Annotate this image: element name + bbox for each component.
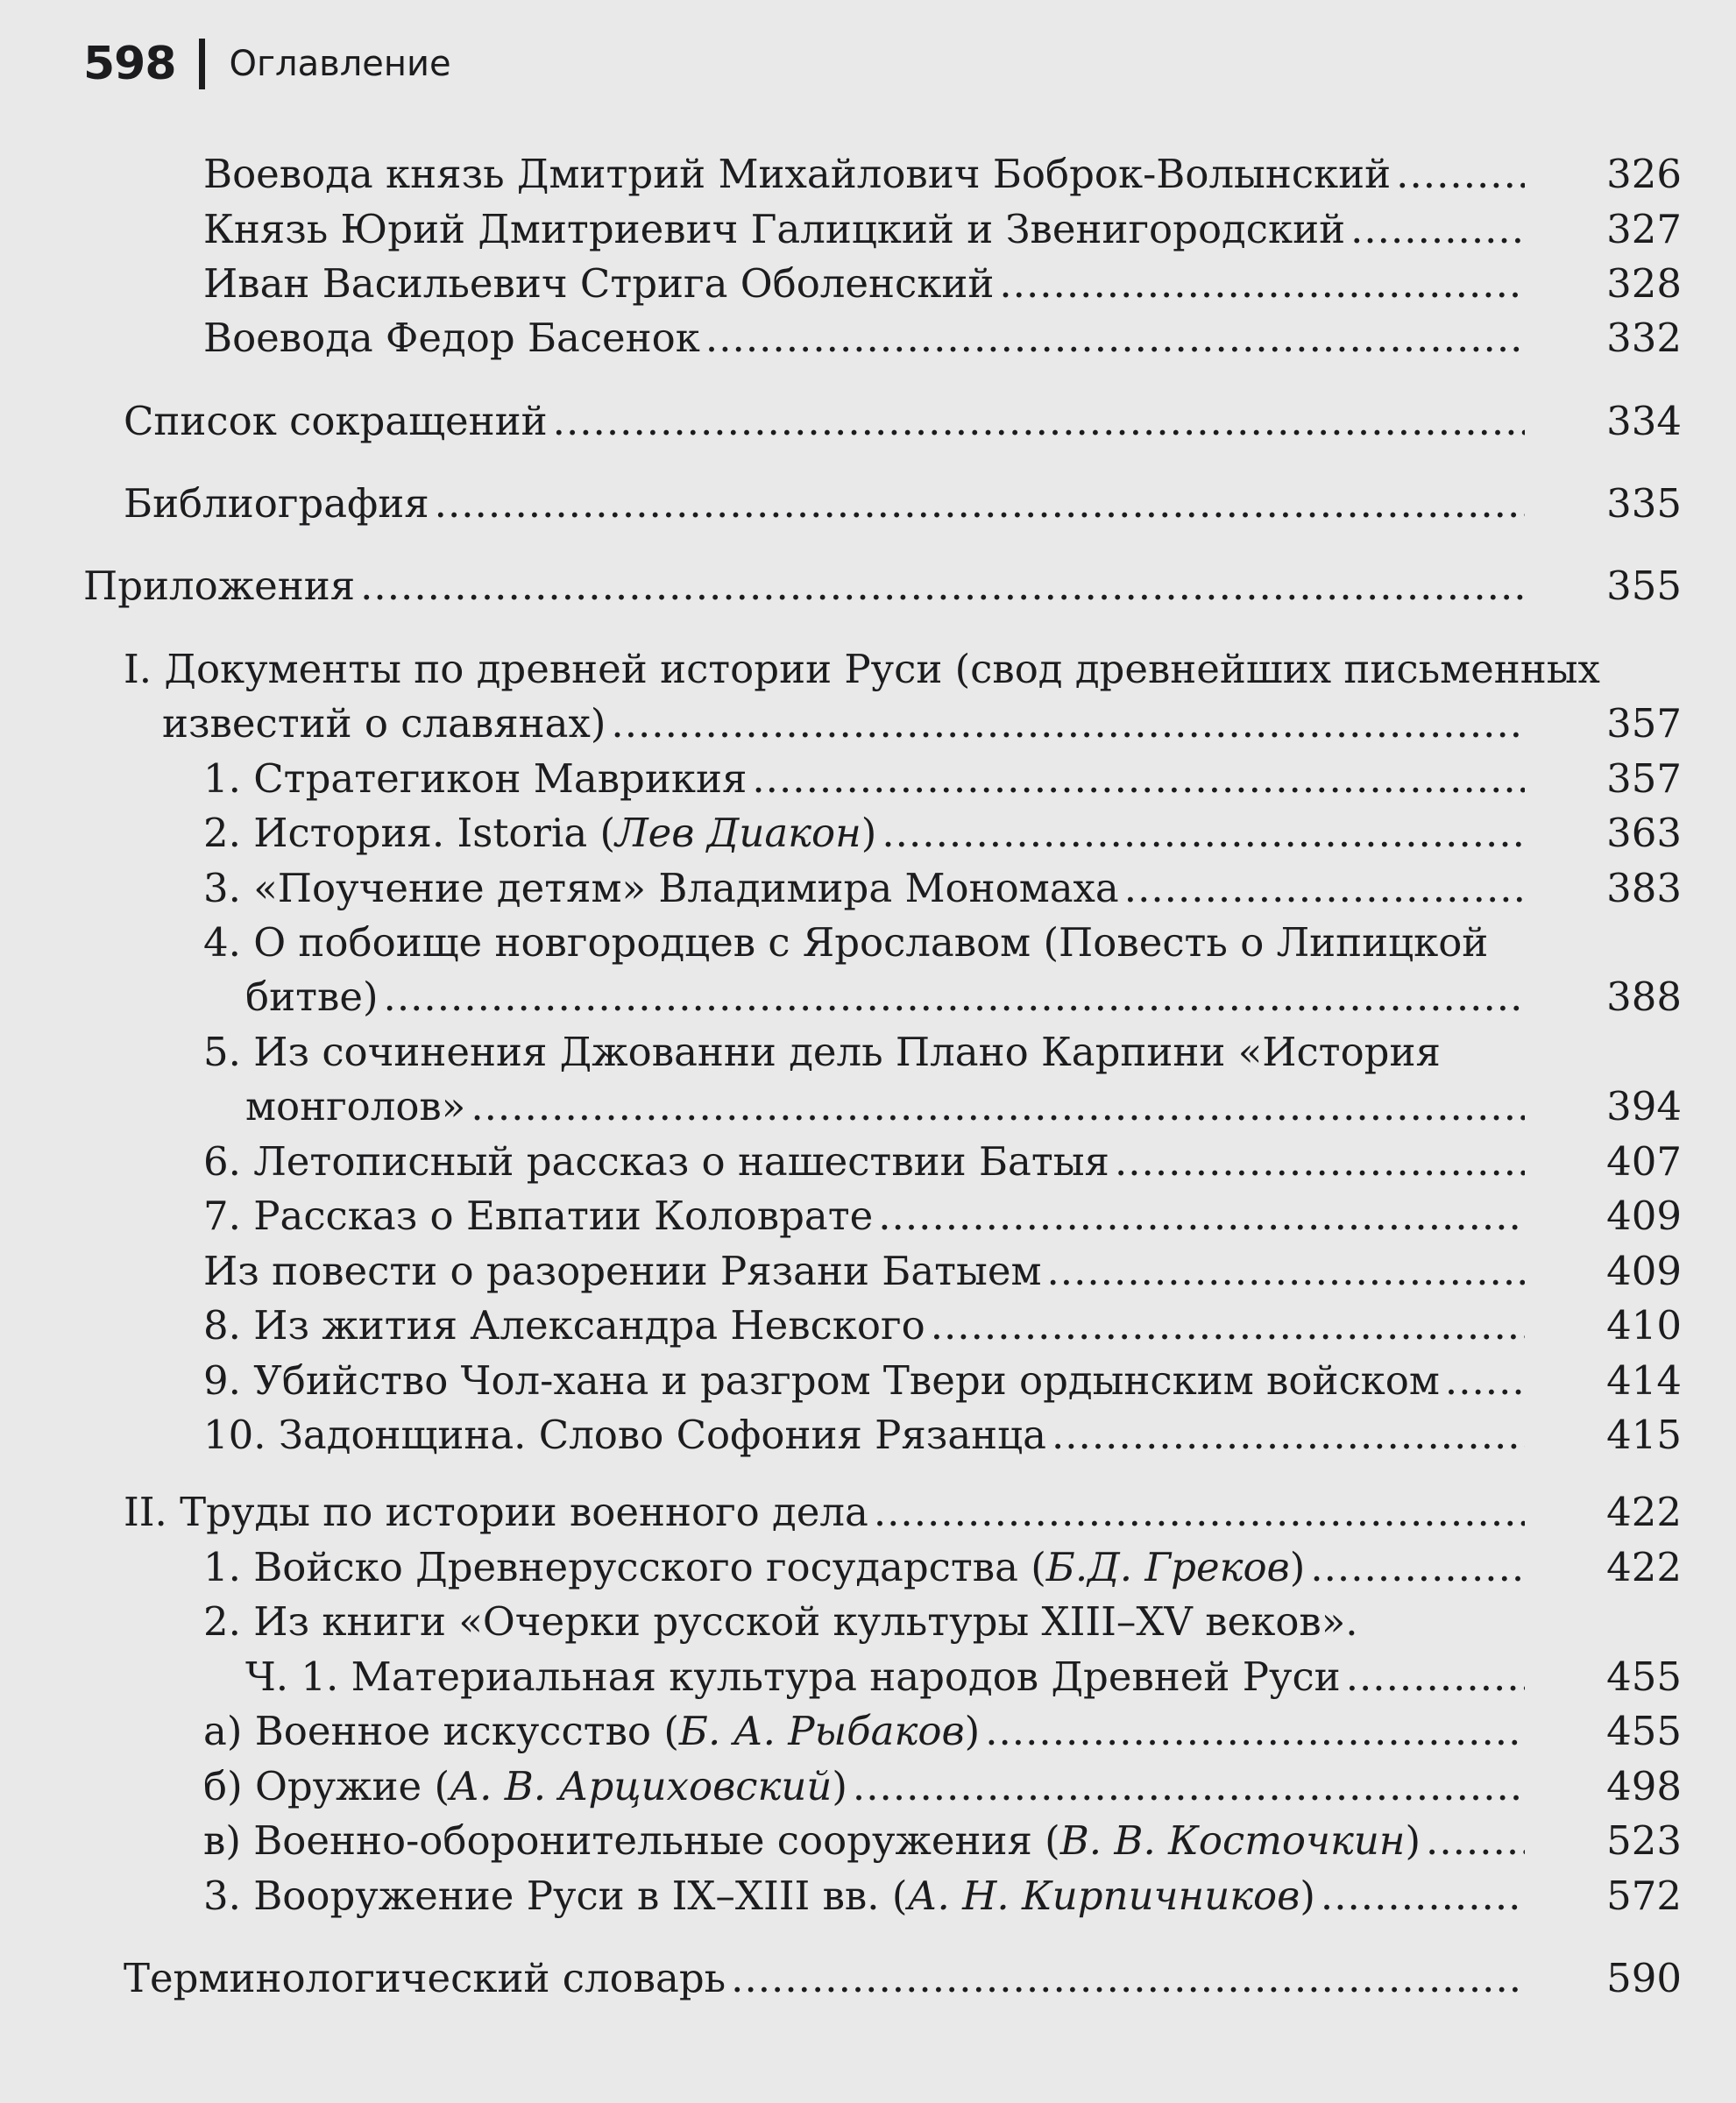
page-number: 598	[83, 38, 176, 90]
toc-entry	[0, 1354, 1736, 1408]
toc-entry	[0, 1951, 1736, 2006]
toc-entry	[0, 861, 1736, 916]
leader-dots	[882, 806, 1525, 860]
toc-entry-page: 407	[1606, 1138, 1682, 1185]
toc-entry-page: 410	[1606, 1302, 1682, 1349]
toc-entry-page: 357	[1606, 755, 1682, 802]
toc-entry	[0, 202, 1736, 257]
toc-entry-page: 409	[1606, 1193, 1682, 1239]
toc-entry	[0, 1189, 1736, 1243]
toc-entry-title: Ч. 1. Материальная культура народов Древней Руси	[245, 1653, 1341, 1700]
toc-entry-title: 5. Из сочинения Джованни дель Плано Карпини «История	[203, 1029, 1441, 1075]
leader-dots	[705, 311, 1525, 365]
section-title: Оглавление	[229, 44, 451, 84]
toc-entry-title: б) Оружие (	[203, 1763, 450, 1809]
leader-dots	[471, 1080, 1525, 1134]
toc-entry	[0, 477, 1736, 531]
toc-entry-title-end: )	[964, 1708, 981, 1754]
toc-entry-title: 3. Вооружение Руси в IX–XIII вв. (	[203, 1873, 908, 1919]
toc-entry-page: 422	[1606, 1544, 1682, 1590]
toc-entry-page: 590	[1606, 1955, 1682, 2001]
toc-entry	[0, 1814, 1736, 1868]
leader-dots	[878, 1189, 1525, 1243]
toc-entry-title: 3. «Поучение детям» Владимира Мономаха	[203, 865, 1119, 911]
toc-entry	[0, 1080, 1736, 1134]
toc-entry-title: Воевода Федор Басенок	[203, 315, 700, 361]
leader-dots	[611, 697, 1525, 751]
leader-dots	[874, 1485, 1525, 1540]
leader-dots	[1310, 1540, 1525, 1595]
toc-entry-title-end: )	[1289, 1544, 1306, 1590]
leader-dots	[1445, 1354, 1525, 1408]
toc-entry-page: 335	[1606, 480, 1682, 527]
leader-dots	[1346, 1650, 1525, 1704]
toc-entry-author: А. В. Арциховский	[450, 1763, 833, 1809]
toc-entry-page: 572	[1606, 1873, 1682, 1919]
toc-entry-title-end: )	[861, 810, 877, 856]
toc-entry-title: Из повести о разорении Рязани Батыем	[203, 1248, 1042, 1294]
leader-dots	[360, 559, 1525, 613]
toc-entry-page: 355	[1606, 563, 1682, 609]
leader-dots	[1350, 202, 1525, 257]
toc-entry-title: 6. Летописный рассказ о нашествии Батыя	[203, 1138, 1109, 1185]
leader-dots	[1124, 861, 1525, 916]
toc-entry-page: 357	[1606, 700, 1682, 747]
toc-entry-title: 9. Убийство Чол-хана и разгром Твери ордынским войском	[203, 1357, 1440, 1404]
toc-entry-page: 328	[1606, 260, 1682, 307]
toc-entry	[0, 1244, 1736, 1299]
toc-entry-page: 455	[1606, 1708, 1682, 1754]
toc-entry-page: 334	[1606, 398, 1682, 444]
toc-entry	[0, 394, 1736, 449]
toc-entry-author: Лев Диакон	[615, 810, 861, 856]
toc-entry-page: 388	[1606, 974, 1682, 1020]
toc-entry-title-end: )	[832, 1763, 847, 1809]
toc-entry-title: 1. Войско Древнерусского государства (	[203, 1544, 1046, 1590]
toc-entry-title: II. Труды по истории военного дела	[124, 1489, 868, 1535]
toc-entry-title: Терминологический словарь	[124, 1955, 726, 2001]
toc-entry-title: в) Военно-оборонительные сооружения (	[203, 1817, 1060, 1864]
leader-dots	[1052, 1408, 1525, 1462]
toc-entry-page: 422	[1606, 1489, 1682, 1535]
toc-entry-page: 409	[1606, 1248, 1682, 1294]
toc-entry-title: Список сокращений	[124, 398, 548, 444]
toc-entry-title: 2. Из книги «Очерки русской культуры XIII–XV веков».	[203, 1598, 1358, 1645]
toc-entry-title: а) Военное искусство (	[203, 1708, 679, 1754]
toc-entry-title: I. Документы по древней истории Руси (свод древнейших письменных	[124, 646, 1600, 692]
toc-entry-title: Иван Васильевич Стрига Оболенский	[203, 260, 995, 307]
leader-dots	[999, 257, 1525, 311]
leader-dots	[853, 1760, 1525, 1814]
leader-dots	[384, 970, 1525, 1024]
toc-entry-page: 363	[1606, 810, 1682, 856]
toc-entry-title: Библиография	[124, 480, 429, 527]
toc-entry-page: 332	[1606, 315, 1682, 361]
toc-entry-author: В. В. Косточкин	[1059, 1817, 1406, 1864]
toc-entry-title-cont: известий о славянах)	[162, 700, 606, 747]
toc-entry-page: 394	[1606, 1083, 1682, 1129]
toc-entry	[0, 1540, 1736, 1595]
toc-entry	[0, 1135, 1736, 1189]
toc-entry	[0, 559, 1736, 613]
toc-entry-title: 7. Рассказ о Евпатии Коловрате	[203, 1193, 874, 1239]
toc-entry-title: Воевода князь Дмитрий Михайлович Боброк-Волынский	[203, 151, 1392, 197]
toc-entry	[0, 970, 1736, 1024]
toc-entry-title: 8. Из жития Александра Невского	[203, 1302, 925, 1349]
toc-entry-title-cont: битве)	[245, 974, 379, 1020]
toc-entry	[0, 752, 1736, 806]
toc-entry	[0, 1704, 1736, 1759]
leader-dots	[1396, 147, 1525, 202]
leader-dots	[731, 1951, 1525, 2006]
leader-dots	[752, 752, 1525, 806]
toc-entry	[0, 1485, 1736, 1540]
leader-dots	[1047, 1244, 1526, 1299]
toc-entry-author: Б.Д. Греков	[1045, 1544, 1290, 1590]
toc-entry	[0, 1650, 1736, 1704]
toc-entry-author: А. Н. Кирпичников	[907, 1873, 1300, 1919]
leader-dots	[553, 394, 1525, 449]
toc-entry-page: 455	[1606, 1653, 1682, 1700]
toc-entry-title-end: )	[1300, 1873, 1315, 1919]
leader-dots	[435, 477, 1525, 531]
toc-entry-title: Князь Юрий Дмитриевич Галицкий и Звенигородский	[203, 206, 1346, 252]
toc-entry-title: 1. Стратегикон Маврикия	[203, 755, 748, 802]
toc-entry	[0, 806, 1736, 860]
toc-entry-page: 327	[1606, 206, 1682, 252]
toc-entry-page: 415	[1606, 1412, 1682, 1458]
leader-dots	[1115, 1135, 1525, 1189]
toc-entry	[0, 1299, 1736, 1353]
toc-entry-page: 414	[1606, 1357, 1682, 1404]
toc-entry	[0, 1869, 1736, 1923]
toc-entry-page: 498	[1606, 1763, 1682, 1809]
toc-entry	[0, 311, 1736, 365]
toc-entry-title: Приложения	[83, 563, 356, 609]
toc-entry	[0, 697, 1736, 751]
toc-entry-title: 2. История. Istoria (	[203, 810, 616, 856]
toc-entry-page: 523	[1606, 1817, 1682, 1864]
leader-dots	[985, 1704, 1525, 1759]
leader-dots	[1426, 1814, 1525, 1868]
leader-dots	[931, 1299, 1525, 1353]
toc-entry	[0, 1760, 1736, 1814]
toc-entry-author: Б. А. Рыбаков	[678, 1708, 965, 1754]
toc-entry	[0, 147, 1736, 202]
toc-entry-title: 4. О побоище новгородцев с Ярославом (Повесть о Липицкой	[203, 919, 1489, 966]
toc-entry	[0, 257, 1736, 311]
toc-entry-title-cont: монголов»	[245, 1083, 466, 1129]
toc-entry-title-end: )	[1405, 1817, 1421, 1864]
leader-dots	[1321, 1869, 1525, 1923]
toc-entry	[0, 1408, 1736, 1462]
toc-entry-page: 326	[1606, 151, 1682, 197]
toc-entry-title: 10. Задонщина. Слово Софония Рязанца	[203, 1412, 1046, 1458]
toc-entry-page: 383	[1606, 865, 1682, 911]
